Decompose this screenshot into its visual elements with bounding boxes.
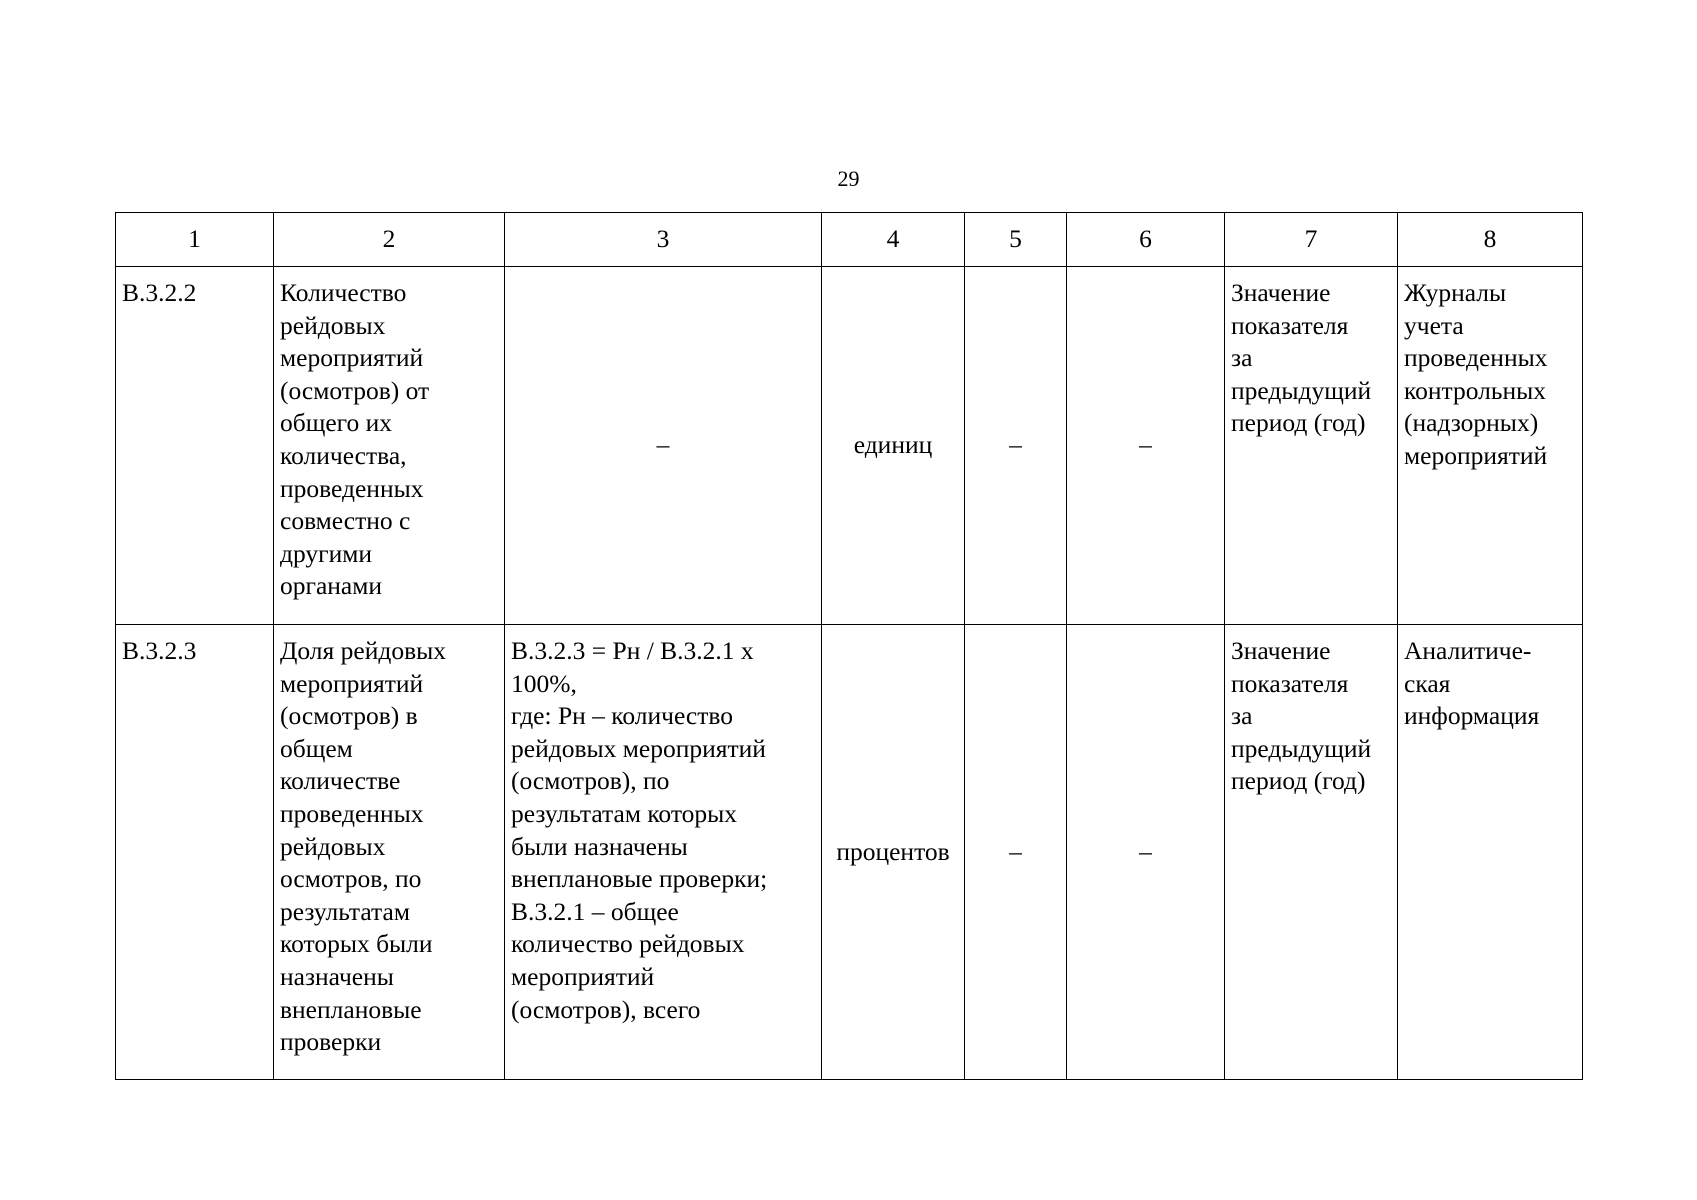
text-line: общего их: [280, 408, 393, 438]
header-cell-6: 6: [1067, 213, 1225, 267]
unit-cell: процентов: [822, 625, 965, 1080]
text-line: за: [1231, 701, 1253, 731]
text-line: (осмотров) от: [280, 375, 430, 405]
text-line: проведенных: [280, 798, 424, 828]
header-cell-7: 7: [1225, 213, 1398, 267]
col5-cell: –: [965, 625, 1067, 1080]
text-line: мероприятий: [511, 961, 655, 991]
text-line: назначены: [280, 961, 394, 991]
header-cell-4: 4: [822, 213, 965, 267]
indicator-code-cell: В.3.2.2: [116, 267, 274, 625]
text-line: показателя: [1231, 310, 1349, 340]
header-cell-1: 1: [116, 213, 274, 267]
text-line: внеплановые: [280, 994, 422, 1024]
formula-text: [511, 429, 815, 462]
text-line: мероприятий: [280, 668, 424, 698]
header-cell-8: 8: [1398, 213, 1583, 267]
text-line: проведенных: [1404, 343, 1548, 373]
text-line: Значение: [1231, 278, 1331, 307]
text-line: были назначены: [511, 831, 688, 861]
text-line: мероприятий: [280, 343, 424, 373]
header-cell-3: 3: [505, 213, 822, 267]
text-line: результатам которых: [511, 798, 738, 828]
baseline-text: [1231, 635, 1391, 798]
text-line: 100%,: [511, 668, 577, 698]
text-line: Доля рейдовых: [280, 636, 446, 665]
text-line: органами: [280, 571, 383, 601]
baseline-cell: [1225, 625, 1398, 1080]
text-line: В.3.2.1 – общее: [511, 896, 679, 926]
indicator-name-text: [280, 635, 498, 1059]
text-line: результатам: [280, 896, 410, 926]
text-line: количество рейдовых: [511, 929, 745, 959]
unit-cell: единиц: [822, 267, 965, 625]
text-line: рейдовых: [280, 310, 386, 340]
text-line: период (год): [1231, 766, 1366, 796]
baseline-text: [1231, 277, 1391, 440]
table-header-row: [116, 213, 1583, 267]
text-line: (осмотров) в: [280, 701, 418, 731]
text-line: Журналы: [1404, 278, 1507, 307]
text-line: проведенных: [280, 473, 424, 503]
text-line: внеплановые проверки;: [511, 864, 768, 894]
formula-text: [511, 635, 815, 1026]
text-line: рейдовых: [280, 831, 386, 861]
text-line: учета: [1404, 310, 1464, 340]
text-line: проверки: [280, 1027, 382, 1057]
text-line: показателя: [1231, 668, 1349, 698]
text-line: за: [1231, 343, 1253, 373]
text-line: контрольных: [1404, 375, 1546, 405]
text-line: –: [656, 430, 670, 460]
text-line: Значение: [1231, 636, 1331, 665]
header-cell-2: 2: [274, 213, 505, 267]
text-line: период (год): [1231, 408, 1366, 438]
text-line: рейдовых мероприятий: [511, 733, 766, 763]
text-line: общем: [280, 733, 353, 763]
text-line: количестве: [280, 766, 401, 796]
text-line: информация: [1404, 701, 1540, 731]
col6-cell: –: [1067, 267, 1225, 625]
text-line: В.3.2.3 = Рн / В.3.2.1 х: [511, 636, 754, 665]
col5-cell: –: [965, 267, 1067, 625]
formula-cell: [505, 267, 822, 625]
formula-cell: [505, 625, 822, 1080]
text-line: которых были: [280, 929, 433, 959]
text-line: (осмотров), по: [511, 766, 670, 796]
table-row: [116, 267, 1583, 625]
indicator-code-cell: В.3.2.3: [116, 625, 274, 1080]
text-line: Количество: [280, 278, 407, 307]
table-row: [116, 625, 1583, 1080]
page-number: 29: [837, 166, 860, 191]
indicator-table: [115, 212, 1583, 1080]
header-cell-5: 5: [965, 213, 1067, 267]
indicator-name-text: [280, 277, 498, 603]
text-line: количества,: [280, 440, 407, 470]
text-line: совместно с: [280, 506, 411, 536]
source-cell: [1398, 267, 1583, 625]
text-line: (осмотров), всего: [511, 994, 701, 1024]
source-cell: [1398, 625, 1583, 1080]
text-line: предыдущий: [1231, 733, 1372, 763]
text-line: предыдущий: [1231, 375, 1372, 405]
text-line: Аналитиче-: [1404, 636, 1532, 665]
text-line: другими: [280, 538, 373, 568]
col6-cell: –: [1067, 625, 1225, 1080]
text-line: мероприятий: [1404, 440, 1548, 470]
indicator-name-cell: [274, 625, 505, 1080]
text-line: (надзорных): [1404, 408, 1539, 438]
text-line: осмотров, по: [280, 864, 422, 894]
text-line: где: Рн – количество: [511, 701, 734, 731]
baseline-cell: [1225, 267, 1398, 625]
text-line: ская: [1404, 668, 1451, 698]
indicator-name-cell: [274, 267, 505, 625]
source-text: [1404, 635, 1576, 733]
source-text: [1404, 277, 1576, 473]
